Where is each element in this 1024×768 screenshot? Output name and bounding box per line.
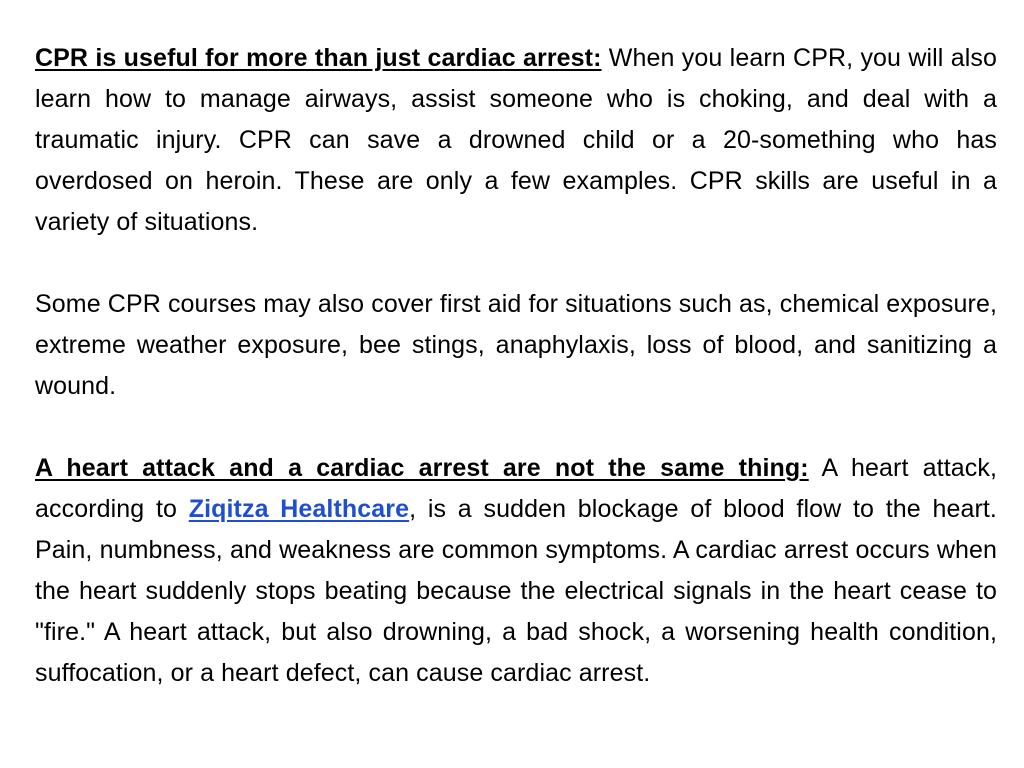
paragraph-heart-attack: [35, 448, 997, 694]
paragraph-heart-attack-text-after: , is a sudden blockage of blood flow to the heart. Pain, numbness, and weakness are common symptoms. A cardiac arrest occurs when the heart suddenly stops beating because the electrical signals in the heart cease to "fire." A heart attack, but also drowning, a bad shock, a worsening health condition, suffocation, or a heart defect, can cause cardiac arrest.: [35, 495, 997, 687]
paragraph-cpr-uses-text: When you learn CPR, you will also learn how to manage airways, assist someone who is choking, and deal with a traumatic injury. CPR can save a drowned child or a 20-something who has overdosed on heroin. These are only a few examples. CPR skills are useful in a variety of situations.: [35, 44, 997, 236]
paragraph-first-aid: [35, 284, 997, 407]
paragraph-first-aid-text: Some CPR courses may also cover first aid for situations such as, chemical exposure, extreme weather exposure, bee stings, anaphylaxis, loss of blood, and sanitizing a wound.: [35, 290, 997, 400]
paragraph-cpr-uses: [35, 38, 997, 243]
ziqitza-healthcare-link[interactable]: Ziqitza Healthcare: [188, 495, 410, 523]
paragraph-heart-attack-text-before: A heart attack, according to: [35, 454, 997, 523]
heading-cpr-uses: CPR is useful for more than just cardiac arrest:: [35, 44, 602, 72]
heading-heart-attack: A heart attack and a cardiac arrest are not the same thing:: [35, 454, 809, 482]
